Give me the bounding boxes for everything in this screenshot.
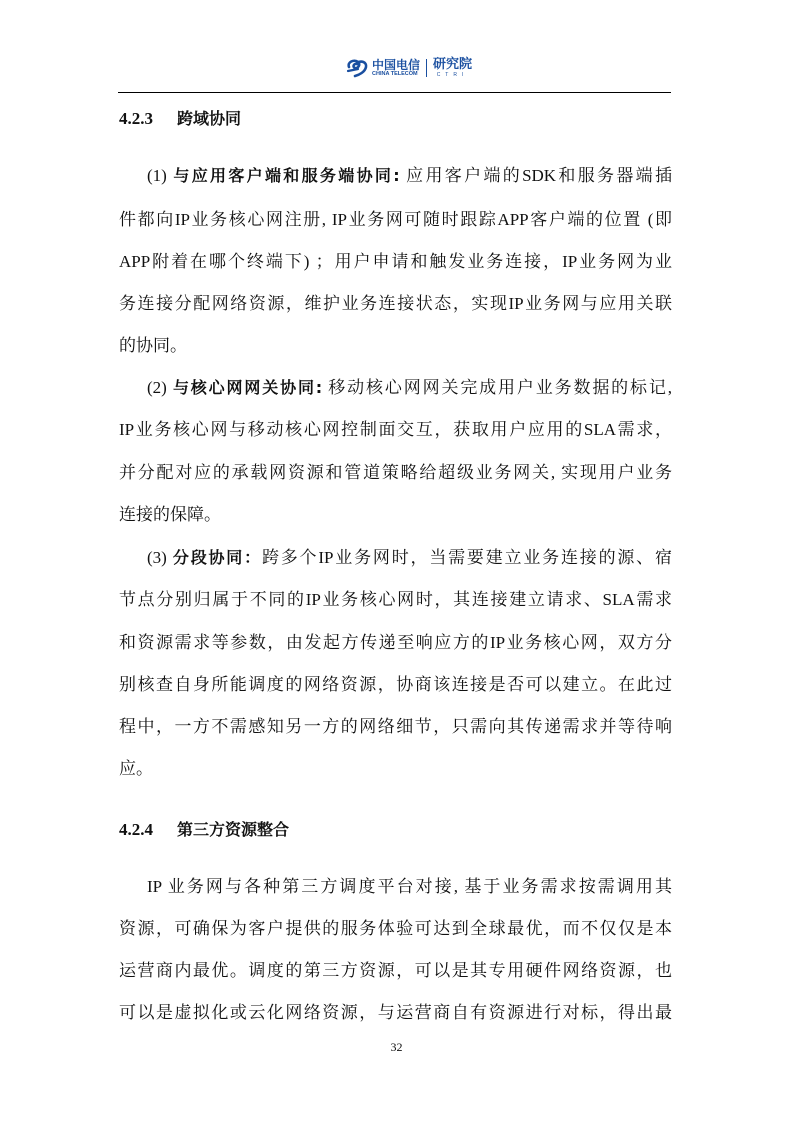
paragraph-line: 资源，可确保为客户提供的服务体验可达到全球最优，而不仅仅是本 bbox=[119, 919, 672, 938]
paragraph-line bbox=[147, 548, 672, 568]
section-number: 4.2.4 bbox=[119, 820, 153, 839]
logo-divider bbox=[426, 59, 427, 77]
institute-name-cn: 研究院 bbox=[433, 57, 473, 72]
institute-name-en: CTRI bbox=[436, 72, 469, 78]
item-label: (2) bbox=[147, 378, 173, 397]
section-title: 跨域协同 bbox=[177, 109, 242, 128]
paragraph-line: 的协同。 bbox=[119, 336, 187, 355]
item-bold-title: 分段协同： bbox=[172, 548, 262, 567]
org-name-cn: 中国电信 bbox=[372, 57, 421, 72]
section-heading bbox=[119, 106, 241, 129]
paragraph-line: 可以是虚拟化或云化网络资源，与运营商自有资源进行对标，得出最 bbox=[119, 1003, 672, 1022]
paragraph-line: APP附着在哪个终端下) ；用户申请和触发业务连接，IP业务网为业 bbox=[119, 252, 672, 271]
page-header bbox=[0, 54, 793, 86]
paragraph-line bbox=[147, 378, 672, 398]
china-telecom-logo-icon bbox=[346, 58, 368, 78]
section-title: 第三方资源整合 bbox=[177, 820, 290, 839]
paragraph-line: IP业务核心网与移动核心网控制面交互，获取用户应用的SLA需求， bbox=[119, 420, 672, 439]
item-bold-title: 与核心网网关协同: bbox=[172, 378, 323, 397]
text: 应用客户端的SDK和服务器端插 bbox=[399, 166, 672, 185]
paragraph-line: 别核查自身所能调度的网络资源，协商该连接是否可以建立。在此过 bbox=[119, 675, 672, 694]
text: 跨多个IP业务网时，当需要建立业务连接的源、宿 bbox=[261, 548, 672, 567]
header-rule bbox=[118, 92, 671, 93]
paragraph-line: 应。 bbox=[119, 759, 153, 778]
paragraph-line: 件都向IP业务核心网注册, IP业务网可随时跟踪APP客户端的位置 (即 bbox=[119, 210, 672, 229]
paragraph-line: 并分配对应的承载网资源和管道策略给超级业务网关, 实现用户业务 bbox=[119, 463, 672, 482]
paragraph-line: 和资源需求等参数，由发起方传递至响应方的IP业务核心网，双方分 bbox=[119, 633, 672, 652]
item-bold-title: 与应用客户端和服务端协同: bbox=[173, 166, 400, 185]
paragraph-line: 节点分别归属于不同的IP业务核心网时，其连接建立请求、SLA需求 bbox=[119, 590, 672, 609]
paragraph-line: IP 业务网与各种第三方调度平台对接, 基于业务需求按需调用其 bbox=[147, 877, 672, 896]
paragraph-line: 运营商内最优。调度的第三方资源，可以是其专用硬件网络资源，也 bbox=[119, 961, 672, 980]
paragraph-line: 务连接分配网络资源，维护业务连接状态，实现IP业务网与应用关联 bbox=[119, 294, 672, 313]
paragraph-line bbox=[147, 166, 672, 186]
org-name-en: CHINA TELECOM bbox=[372, 70, 418, 77]
header-logo bbox=[346, 58, 472, 78]
item-label: (1) bbox=[147, 166, 174, 185]
page-number: 32 bbox=[390, 1040, 403, 1054]
text: 移动核心网网关完成用户业务数据的标记, bbox=[322, 378, 672, 397]
section-number: 4.2.3 bbox=[119, 109, 153, 128]
paragraph-line: 连接的保障。 bbox=[119, 505, 221, 524]
paragraph-line: 程中，一方不需感知另一方的网络细节，只需向其传递需求并等待响 bbox=[119, 717, 672, 736]
item-label: (3) bbox=[147, 548, 173, 567]
section-heading bbox=[119, 817, 289, 840]
